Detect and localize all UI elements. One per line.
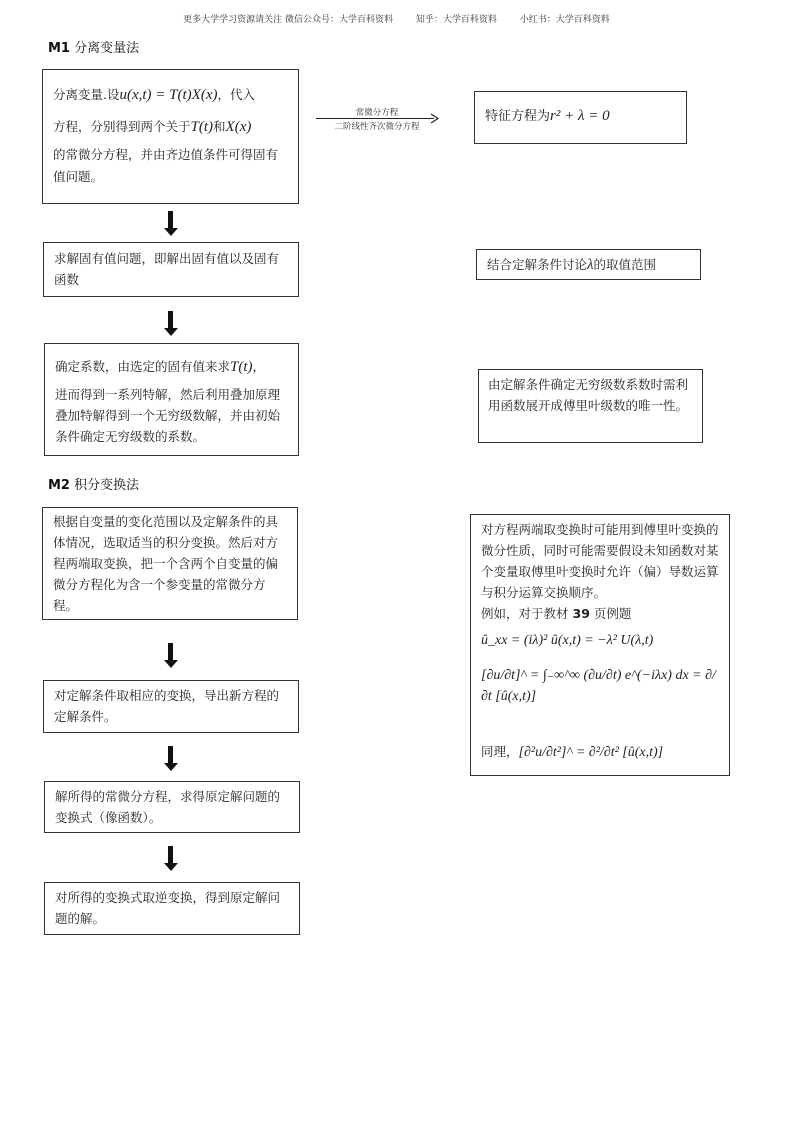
- lambda-note-b: 的取值范围: [593, 257, 657, 272]
- example-prefix: 例如，对于教材: [481, 606, 569, 621]
- m1-step1-line1a: 分离变量.设: [53, 87, 120, 102]
- m1-step1-box: [42, 69, 299, 204]
- down-arrow-head-icon: [164, 763, 178, 771]
- m1-step1-line2a: 方程，分别得到两个关于: [53, 119, 191, 134]
- characteristic-equation-box: [474, 91, 687, 144]
- down-arrow-icon: [168, 311, 173, 328]
- down-arrow-icon: [168, 211, 173, 228]
- section-code-m1: M1: [48, 41, 70, 56]
- section-title-m1: [48, 37, 139, 56]
- arrow-label-top: 常微分方程: [355, 108, 399, 118]
- down-arrow-head-icon: [164, 328, 178, 336]
- m1-step1-line1b: ，代入: [217, 87, 255, 102]
- m1-step3-line1a: 确定系数，由选定的固有值来求: [55, 359, 231, 374]
- m1-X-func: X(x): [225, 119, 252, 135]
- arrow-label-bottom: 二阶线性齐次微分方程: [334, 122, 420, 132]
- m1-step3-box: [44, 343, 299, 456]
- down-arrow-head-icon: [164, 228, 178, 236]
- down-arrow-icon: [168, 746, 173, 763]
- m1-step1-line3: 的常微分方程，并由齐边值条件可得固有值问题。: [53, 147, 279, 184]
- m1-step1-and: 和: [213, 119, 226, 134]
- section-title-m2: [48, 474, 139, 493]
- example-suffix: 页例题: [593, 606, 632, 621]
- m1-T-func: T(t): [190, 119, 214, 135]
- formula-utt: [∂²u/∂t²]^ = ∂²/∂t² [û(x,t)]: [518, 745, 664, 760]
- section-code-m2: M2: [48, 478, 70, 493]
- lambda-range-box: [476, 249, 701, 280]
- formula-likewise-prefix: 同理，: [481, 744, 519, 759]
- arrow-line: [316, 118, 434, 119]
- formula-ut: [∂u/∂t]^ = ∫₋∞^∞ (∂u/∂t) e^(−iλx) dx = ∂/∂t [û(x,t)]: [481, 668, 716, 704]
- char-eq-formula: r² + λ = 0: [550, 108, 610, 124]
- page-header: 更多大学学习资源请关注 微信公众号：大学百科资料 知乎：大学百科资料 小红书：大学百科资料: [183, 15, 610, 25]
- fourier-property-box: [470, 514, 730, 776]
- m2-step1-box: 根据自变量的变化范围以及定解条件的具体情况，选取适当的积分变换。然后对方程两端取变换，把一个含两个自变量的偏微分方程化为含一个参变量的常微分方程。: [42, 507, 298, 620]
- formula-uxx: û_xx = (iλ)² û(x,t) = −λ² U(λ,t): [481, 633, 654, 648]
- down-arrow-head-icon: [164, 863, 178, 871]
- example-page-number: 39: [572, 606, 590, 621]
- fourier-property-text: 对方程两端取变换时可能用到傅里叶变换的微分性质，同时可能需要假设未知函数对某个变量取傅里叶变换时允许（偏）导数运算与积分运算交换顺序。: [481, 522, 719, 600]
- m2-step4-box: 对所得的变换式取逆变换，得到原定解问题的解。: [44, 882, 300, 935]
- m2-step3-box: 解所得的常微分方程，求得原定解问题的变换式（像函数）。: [44, 781, 300, 833]
- m1-separation-formula: u(x,t) = T(t)X(x): [119, 87, 218, 103]
- fourier-uniqueness-box: 由定解条件确定无穷级数系数时需利用函数展开成傅里叶级数的唯一性。: [478, 369, 703, 443]
- m1-step3-line1b: ，: [252, 359, 266, 374]
- down-arrow-icon: [168, 846, 173, 863]
- char-eq-label: 特征方程为: [485, 109, 551, 124]
- m1-step2-box: 求解固有值问题，即解出固有值以及固有函数: [43, 242, 299, 297]
- lambda-note-a: 结合定解条件讨论: [487, 257, 588, 272]
- m1-T-func-solve: T(t): [230, 359, 253, 375]
- lambda-symbol: λ: [587, 257, 594, 273]
- section-text-m1: 分离变量法: [74, 41, 140, 56]
- section-text-m2: 积分变换法: [74, 478, 140, 493]
- down-arrow-head-icon: [164, 660, 178, 668]
- m2-step2-box: 对定解条件取相应的变换，导出新方程的定解条件。: [43, 680, 299, 733]
- m1-step3-line2: 进而得到一系列特解，然后利用叠加原理叠加特解得到一个无穷级数解，并由初始条件确定无穷级数的系数。: [55, 387, 281, 444]
- down-arrow-icon: [168, 643, 173, 660]
